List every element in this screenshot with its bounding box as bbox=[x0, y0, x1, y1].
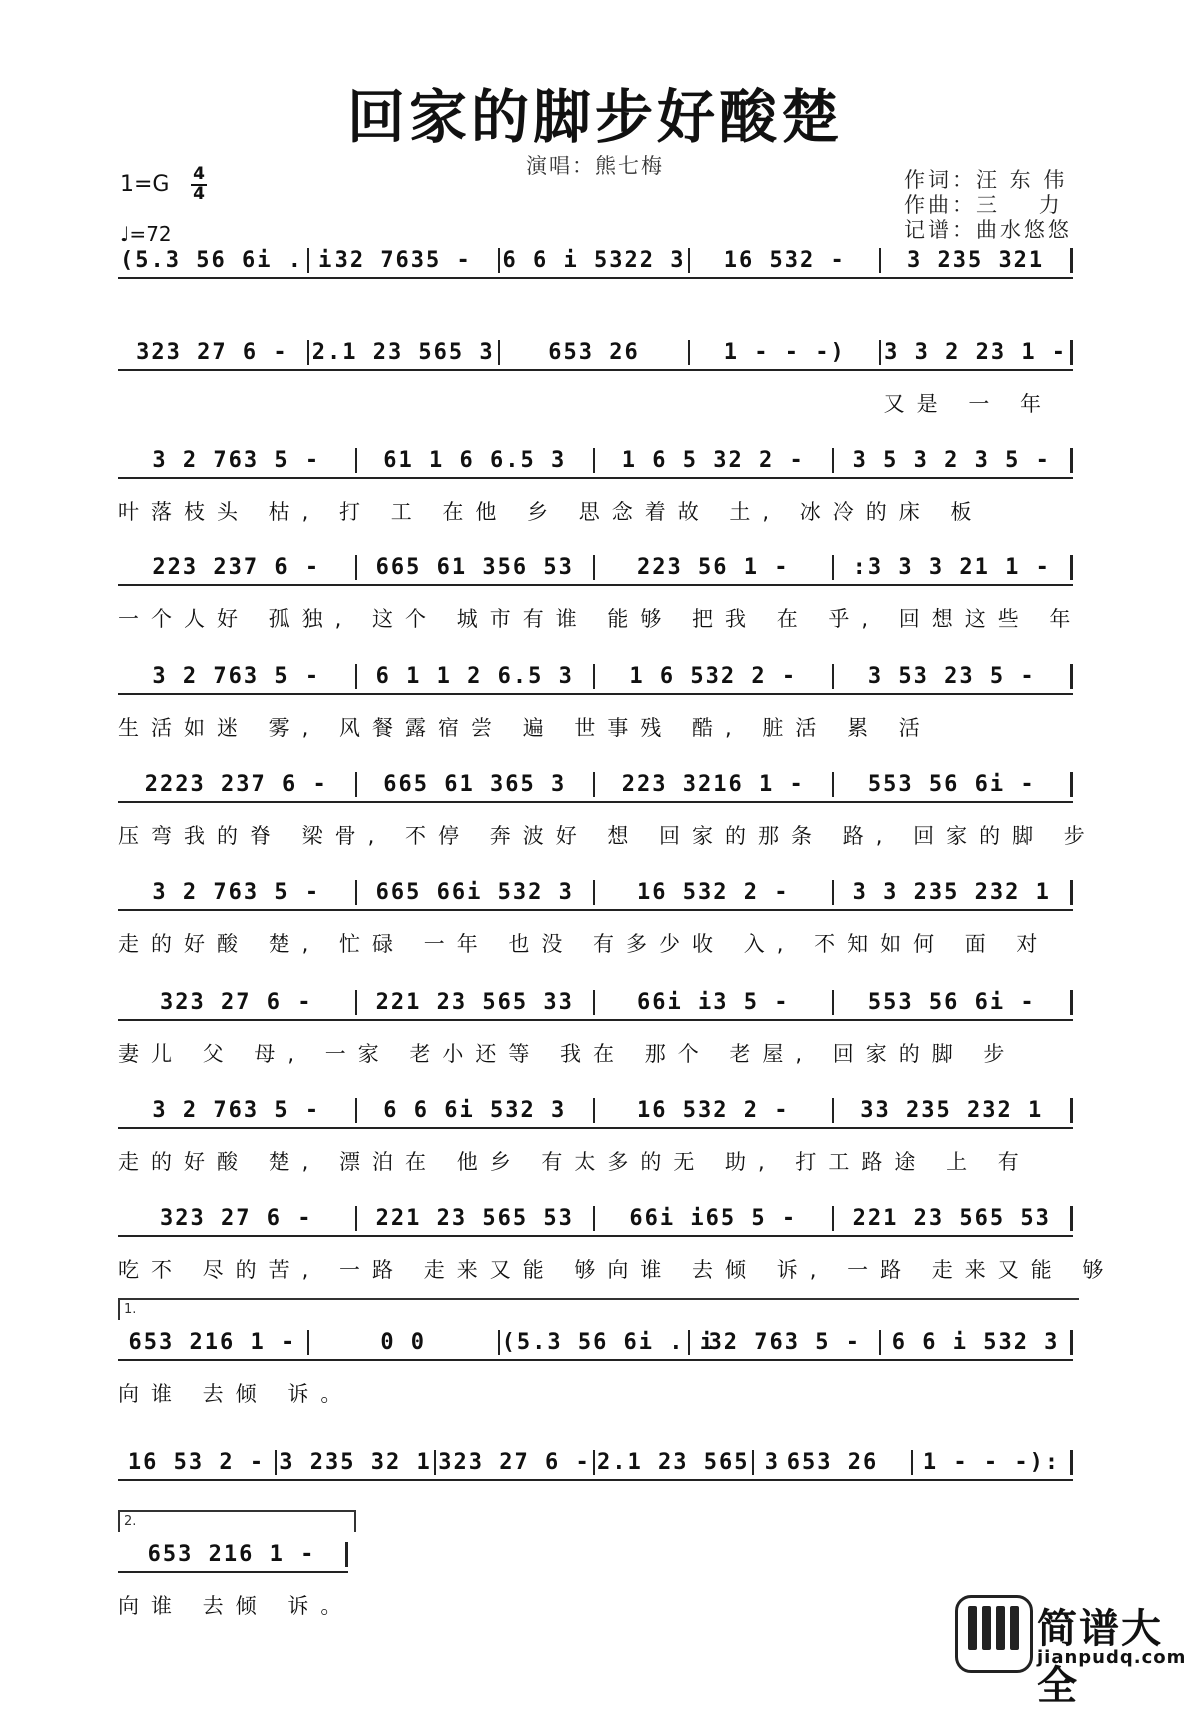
lyric-line-8: 妻儿 父 母, 一家 老小还等 我在 那个 老屋, 回家的脚 步 bbox=[118, 1042, 1017, 1066]
measure: (5.3 56 6i . i bbox=[501, 1330, 716, 1355]
measure: 32 763 5 - bbox=[690, 1330, 881, 1355]
measure: 16 532 2 - bbox=[595, 1098, 834, 1123]
measure: 2.1 23 565 3 bbox=[597, 1450, 780, 1475]
measure: 2223 237 6 - bbox=[118, 772, 357, 797]
measure: 653 26 bbox=[754, 1450, 913, 1475]
measure: 6 1 1 2 6.5 3 bbox=[357, 664, 596, 689]
piano-keys-icon bbox=[955, 1595, 1033, 1673]
lyricist-credit: 作词：汪 东 伟 bbox=[904, 168, 1068, 192]
measure: 16 53 2 - bbox=[118, 1450, 277, 1475]
notation-row-8 bbox=[118, 990, 1073, 1021]
notation-row-2 bbox=[118, 340, 1073, 371]
transcriber-credit: 记谱：曲水悠悠 bbox=[904, 218, 1072, 242]
lyric-line-9: 走的好酸 楚, 漂泊在 他乡 有太多的无 助, 打工路途 上 有 bbox=[118, 1150, 1031, 1174]
composer-credit: 作曲：三 力 bbox=[904, 193, 1063, 217]
measure: :3 3 3 21 1 - bbox=[834, 555, 1074, 580]
time-signature-top: 4 bbox=[191, 166, 207, 186]
notation-row-9 bbox=[118, 1098, 1073, 1129]
tempo-marking: ♩=72 bbox=[120, 222, 172, 246]
score-title: 回家的脚步好酸楚 bbox=[346, 83, 843, 151]
lyric-line-3: 叶落枝头 枯, 打 工 在他 乡 思念着故 土, 冰冷的床 板 bbox=[118, 500, 984, 524]
lyric-line-5: 生活如迷 雾, 风餐露宿尝 遍 世事残 酷, 脏活 累 活 bbox=[118, 716, 932, 740]
time-signature bbox=[191, 166, 207, 203]
notation-row-13 bbox=[118, 1542, 348, 1573]
measure: 553 56 6i - bbox=[834, 772, 1074, 797]
measure: 3 5 3 2 3 5 - bbox=[834, 448, 1074, 473]
lyric-line-2: 又是 一 年 bbox=[883, 392, 1053, 416]
measure: 66i i65 5 - bbox=[595, 1206, 834, 1231]
measure: 3 2 763 5 - bbox=[118, 664, 357, 689]
measure: 653 216 1 - bbox=[118, 1330, 309, 1355]
notation-row-5 bbox=[118, 664, 1073, 695]
key-signature: 1=G bbox=[120, 172, 170, 197]
measure: 665 61 356 53 bbox=[357, 555, 596, 580]
measure: 61 1 6 6.5 3 bbox=[357, 448, 596, 473]
measure: 6 6 i 5322 3 bbox=[500, 248, 691, 273]
notation-row-1 bbox=[118, 248, 1073, 279]
measure: 2.1 23 565 3 bbox=[309, 340, 500, 365]
measure: 3 2 763 5 - bbox=[118, 448, 357, 473]
measure: 0 0 bbox=[309, 1330, 500, 1355]
measure: 1 - - -) bbox=[690, 340, 881, 365]
measure: 33 235 232 1 bbox=[834, 1098, 1074, 1123]
notation-row-7 bbox=[118, 880, 1073, 911]
measure: 223 3216 1 - bbox=[595, 772, 834, 797]
time-signature-bottom: 4 bbox=[193, 184, 205, 204]
lyric-line-11: 向谁 去倾 诉。 bbox=[118, 1382, 354, 1406]
site-logo bbox=[955, 1595, 1187, 1709]
measure: 323 27 6 - bbox=[436, 1450, 595, 1475]
logo-name: 简谱大全 bbox=[1037, 1606, 1163, 1709]
measure: 323 27 6 - bbox=[118, 340, 309, 365]
credits-block bbox=[904, 168, 1072, 243]
measure: 16 532 - bbox=[690, 248, 881, 273]
measure: 223 237 6 - bbox=[118, 555, 357, 580]
measure: (5.3 56 6i . i bbox=[120, 248, 334, 273]
notation-row-11 bbox=[118, 1330, 1073, 1361]
measure: 32 7635 - bbox=[309, 248, 500, 273]
logo-url: jianpudq.com bbox=[1037, 1647, 1187, 1668]
notation-row-6 bbox=[118, 772, 1073, 803]
measure: 323 27 6 - bbox=[118, 1206, 357, 1231]
lyric-line-4: 一个人好 孤独, 这个 城市有谁 能够 把我 在 乎, 回想这些 年 bbox=[118, 607, 1083, 631]
measure: 553 56 6i - bbox=[834, 990, 1074, 1015]
lyric-line-6: 压弯我的脊 梁骨, 不停 奔波好 想 回家的那条 路, 回家的脚 步 bbox=[118, 824, 1097, 848]
measure: 3 3 235 232 1 bbox=[834, 880, 1074, 905]
measure: 1 - - -): bbox=[913, 1450, 1073, 1475]
measure: 221 23 565 53 bbox=[357, 1206, 596, 1231]
measure: 3 2 763 5 - bbox=[118, 1098, 357, 1123]
measure: 3 235 32 1 bbox=[277, 1450, 436, 1475]
measure: 653 26 bbox=[500, 340, 691, 365]
measure: 3 2 763 5 - bbox=[118, 880, 357, 905]
measure: 3 53 23 5 - bbox=[834, 664, 1074, 689]
measure: 66i i3 5 - bbox=[595, 990, 834, 1015]
measure: 6 6 6i 532 3 bbox=[357, 1098, 596, 1123]
notation-row-3 bbox=[118, 448, 1073, 479]
measure: 3 3 2 23 1 - bbox=[881, 340, 1073, 365]
lyric-line-10: 吃不 尽的苦, 一路 走来又能 够向谁 去倾 诉, 一路 走来又能 够 bbox=[118, 1258, 1116, 1282]
measure: 221 23 565 53 bbox=[834, 1206, 1074, 1231]
first-ending-bracket: 1. bbox=[118, 1298, 1079, 1320]
measure: 665 61 365 3 bbox=[357, 772, 596, 797]
measure: 16 532 2 - bbox=[595, 880, 834, 905]
lyric-line-7: 走的好酸 楚, 忙碌 一年 也没 有多少收 入, 不知如何 面 对 bbox=[118, 932, 1050, 956]
notation-row-4 bbox=[118, 555, 1073, 586]
measure: 323 27 6 - bbox=[118, 990, 357, 1015]
measure: 653 216 1 - bbox=[118, 1542, 348, 1567]
measure: 221 23 565 33 bbox=[357, 990, 596, 1015]
measure: 665 66i 532 3 bbox=[357, 880, 596, 905]
measure: 3 235 321 bbox=[881, 248, 1073, 273]
lyric-line-13: 向谁 去倾 诉。 bbox=[118, 1594, 354, 1618]
notation-row-10 bbox=[118, 1206, 1073, 1237]
measure: 1 6 532 2 - bbox=[595, 664, 834, 689]
measure: 6 6 i 532 3 bbox=[881, 1330, 1073, 1355]
second-ending-bracket: 2. bbox=[118, 1510, 356, 1532]
singer-credit: 演唱：熊七梅 bbox=[526, 154, 664, 178]
notation-row-12 bbox=[118, 1450, 1073, 1481]
measure: 223 56 1 - bbox=[595, 555, 834, 580]
measure: 1 6 5 32 2 - bbox=[595, 448, 834, 473]
